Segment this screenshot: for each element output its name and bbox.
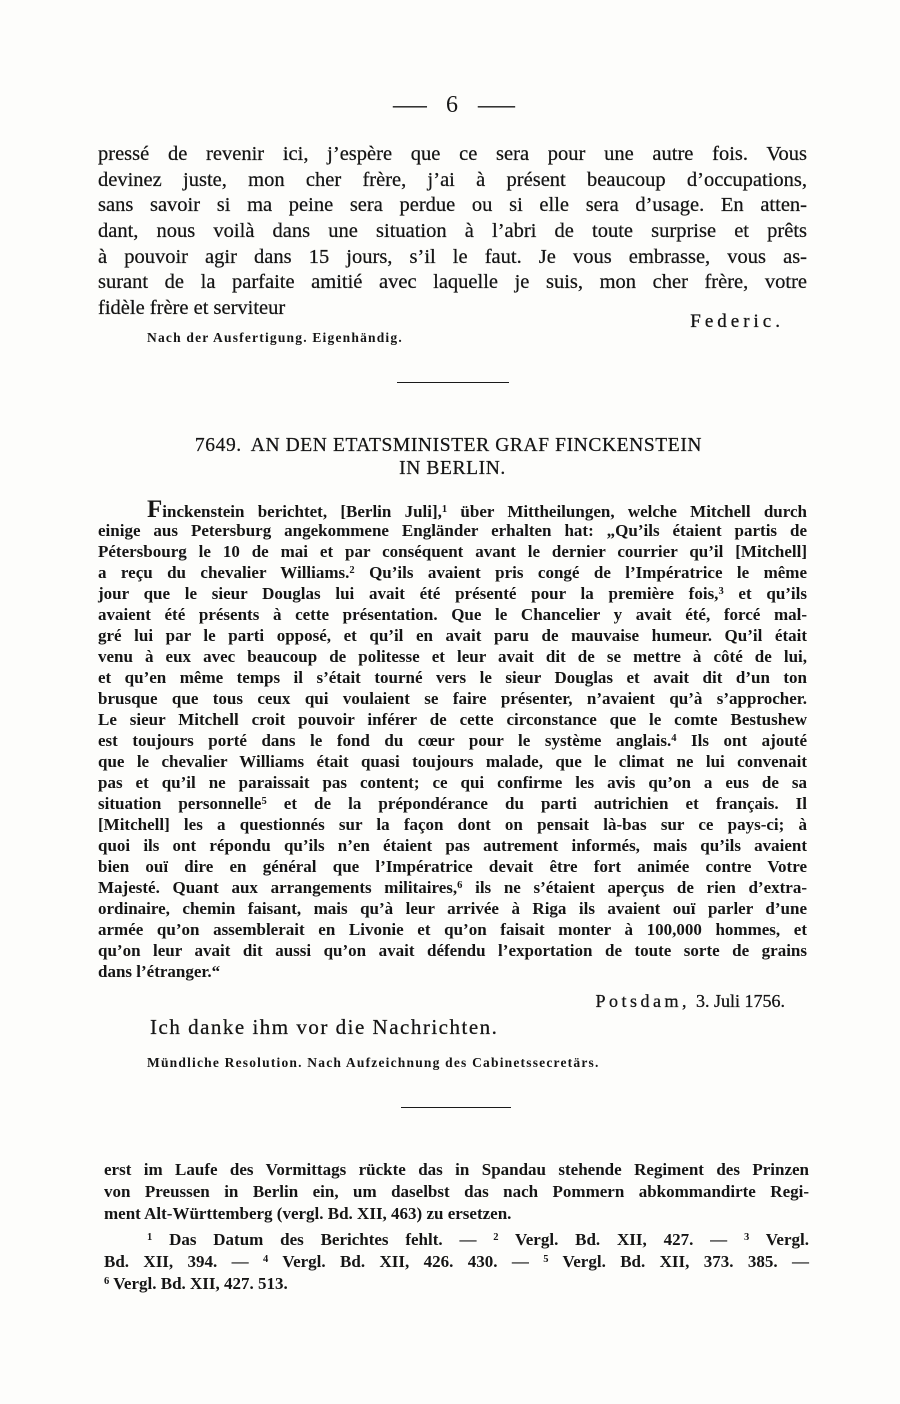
- date: 3. Juli 1756.: [695, 991, 785, 1011]
- line-text: qu’on leur avait dit aussi qu’on avait défendu l’exportation de toute sorte de grains: [98, 941, 807, 960]
- line-text: jour que le sieur Douglas lui avait été présenté pour la première fois,: [98, 584, 719, 603]
- line-text: Bd. XII, 394. —: [104, 1252, 264, 1271]
- body-line: [98, 898, 807, 919]
- line-text: bien ouï dire en général que l’Impératrice devait être fort animée contre Votre: [98, 857, 807, 876]
- line-text: sans savoir si ma peine sera perdue ou si elle sera d’usage. En atten-: [98, 194, 807, 217]
- place-date: [98, 990, 785, 1012]
- line-text: pas et qu’il ne paraissait pas content; ce qui confirme les avis qu’on a eus de sa: [98, 773, 807, 792]
- line-text: armée qu’on assemblerait en Livonie et qu’on faisait monter à 100,000 hommes, et: [98, 920, 807, 939]
- footnote-ref-number: 1: [147, 1231, 153, 1243]
- line-text: Finckenstein berichtet, [Berlin Juli],: [147, 496, 442, 523]
- body-line: [98, 604, 807, 625]
- letter-line: [98, 168, 807, 194]
- line-text: ordinaire, chemin faisant, mais qu’à leur arrivée à Riga ils avaient ouï parler d’une: [98, 899, 807, 918]
- body-line: [98, 709, 807, 730]
- body-line: [98, 541, 807, 562]
- footnote-ref-number: 1: [441, 503, 448, 515]
- header-dash-right: —: [478, 90, 515, 119]
- footnote-line: [104, 1203, 809, 1225]
- line-text: situation personnelle: [98, 794, 262, 813]
- body-line: [98, 583, 807, 604]
- line-text: brusque que tous ceux qui voulaient se faire présenter, n’avaient qu’à s’approcher.: [98, 689, 807, 708]
- body-line: [98, 919, 807, 940]
- footnote-continuation: [104, 1159, 809, 1225]
- entry-recipient: AN DEN ETATSMINISTER GRAF FINCKENSTEIN: [250, 435, 703, 456]
- footnote-reference-line: [104, 1229, 809, 1251]
- line-text: dant, nous voilà dans une situation à l’abri de toute surprise et prêts: [98, 220, 807, 243]
- entry-heading-line-2: IN BERLIN.: [399, 458, 506, 479]
- body-line: [98, 940, 807, 961]
- line-text: Das Datum des Berichtes fehlt. —: [152, 1230, 494, 1249]
- line-text: est toujours porté dans le fond du cœur pour le système anglais.: [98, 731, 672, 750]
- letter-closing-paragraph: [98, 142, 807, 322]
- line-text: et qu’en même temps il s’était tourné vers le sieur Douglas et avait dit d’un ton: [98, 668, 807, 687]
- line-text: Vergl. Bd. XII, 427. —: [498, 1230, 744, 1249]
- body-line: [98, 772, 807, 793]
- body-line: [98, 856, 807, 877]
- body-line: [98, 562, 807, 583]
- letter-line: [98, 270, 807, 296]
- line-text: Le sieur Mitchell croit pouvoir inférer de cette circonstance que le comte Bestushew: [98, 710, 807, 729]
- line-text: ment Alt-Württemberg (vergl. Bd. XII, 463) zu ersetzen.: [104, 1204, 512, 1223]
- line-text: et de la prépondérance du parti autrichien et français. Il: [266, 794, 808, 813]
- line-text: Ils ont ajouté: [676, 731, 807, 750]
- body-line: [98, 496, 807, 523]
- line-text: Vergl. Bd. XII, 427. 513.: [109, 1274, 288, 1293]
- line-text: à pouvoir agir dans 15 jours, s’il le faut. Je vous embrasse, vous as-: [98, 245, 807, 268]
- line-text: a reçu du chevalier Williams.: [98, 563, 350, 582]
- place: Potsdam,: [595, 991, 690, 1011]
- letter-line: [98, 245, 807, 271]
- body-line: [98, 625, 807, 646]
- resolution: Ich danke ihm vor die Nachrichten.: [150, 1015, 499, 1039]
- letter-line: [98, 193, 807, 219]
- resolution-note: Mündliche Resolution. Nach Aufzeichnung des Cabinetssecretärs.: [147, 1055, 600, 1070]
- entry-body: [98, 496, 808, 982]
- line-text: pressé de revenir ici, j’espère que ce sera pour une autre fois. Vous: [98, 143, 807, 165]
- footnote-ref-number: 4: [263, 1253, 269, 1265]
- footnote-reference-line: [104, 1273, 809, 1295]
- page-number: 6: [446, 92, 458, 118]
- body-line: [98, 961, 807, 982]
- section-divider: [397, 382, 509, 383]
- line-text: Pétersbourg le 10 de mai et par conséquent avant le dernier courrier qu’il [Mitchell]: [98, 542, 807, 561]
- entry-heading-line-1: [98, 434, 807, 457]
- body-line: [98, 793, 807, 814]
- line-text: avaient été présents à cette présentation. Que le Chancelier y avait été, forcé mal-: [98, 605, 807, 624]
- line-text: [Mitchell] les a questionnés sur la façon dont on pensait là-bas sur ce pays-ci; à: [98, 815, 807, 834]
- body-line: [98, 877, 807, 898]
- line-text: et qu’ils: [723, 584, 807, 603]
- line-text: devinez juste, mon cher frère, j’ai à présent beaucoup d’occupations,: [98, 168, 807, 191]
- footnote-ref-number: 6: [104, 1275, 110, 1287]
- entry-heading: [98, 434, 807, 480]
- line-text: que le chevalier Williams était quasi toujours malade, que le climat ne lui convenait: [98, 752, 807, 771]
- source-note: Nach der Ausfertigung. Eigenhändig.: [147, 330, 403, 345]
- line-text: von Preussen in Berlin ein, um daselbst das nach Pommern abkommandirte Regi-: [104, 1182, 809, 1201]
- footnote-ref-number: 2: [493, 1231, 499, 1243]
- line-text: gré lui par le parti opposé, et qu’il en avait paru de mauvaise humeur. Qu’il était: [98, 626, 807, 645]
- footnote-ref-number: 3: [743, 1231, 750, 1243]
- footnote-divider: [401, 1107, 511, 1108]
- body-line: [98, 520, 807, 541]
- letter-line: [98, 142, 807, 168]
- line-text: über Mittheilungen, welche Mitchell durch: [447, 502, 807, 521]
- footnote-ref-number: 3: [718, 585, 724, 597]
- line-text: ils ne s’étaient aperçus de rien d’extra-: [462, 878, 808, 897]
- line-text: dans l’étranger.“: [98, 962, 221, 981]
- footnote-references: [104, 1229, 809, 1295]
- letter-line: [98, 219, 807, 245]
- body-line: [98, 688, 807, 709]
- line-text: einige aus Petersburg angekommene Engländer erhalten hat: „Qu’ils étaient partis de: [98, 521, 807, 540]
- footnote-line: [104, 1159, 809, 1181]
- body-line: [98, 646, 807, 667]
- body-line: [98, 667, 807, 688]
- footnote-ref-number: 2: [349, 564, 355, 576]
- body-line: [98, 751, 807, 772]
- signature: Federic.: [690, 311, 784, 332]
- line-text: erst im Laufe des Vormittags rückte das in Spandau stehende Regiment des Prinzen: [104, 1160, 809, 1179]
- body-line: [98, 730, 807, 751]
- footnote-ref-number: 4: [671, 732, 677, 744]
- line-text: Vergl. Bd. XII, 426. 430. —: [268, 1252, 544, 1271]
- footnote-ref-number: 6: [457, 879, 463, 891]
- line-text: venu à eux avec beaucoup de politesse et leur avait dit de se mettre à côté de lui,: [98, 647, 807, 666]
- line-text: Vergl. Bd. XII, 373. 385. —: [548, 1252, 809, 1271]
- line-text: surant de la parfaite amitié avec laquelle je suis, mon cher frère, votre: [98, 271, 807, 294]
- line-text: Vergl.: [749, 1230, 809, 1249]
- footnote-ref-number: 5: [261, 795, 267, 807]
- line-text: fidèle frère et serviteur: [98, 297, 286, 320]
- entry-number: 7649.: [194, 435, 242, 456]
- body-line: [98, 814, 807, 835]
- body-line: [98, 835, 807, 856]
- footnote-ref-number: 5: [543, 1253, 549, 1265]
- line-text: quoi ils ont répondu qu’ils n’en étaient pas autrement informés, mais qu’ils avaient: [98, 836, 807, 855]
- line-text: Majesté. Quant aux arrangements militaires,: [98, 878, 458, 897]
- line-text: Qu’ils avaient pris congé de l’Impératrice le même: [354, 563, 807, 582]
- header-dash-left: —: [393, 90, 427, 119]
- footnote-line: [104, 1181, 809, 1203]
- footnote-reference-line: [104, 1251, 809, 1273]
